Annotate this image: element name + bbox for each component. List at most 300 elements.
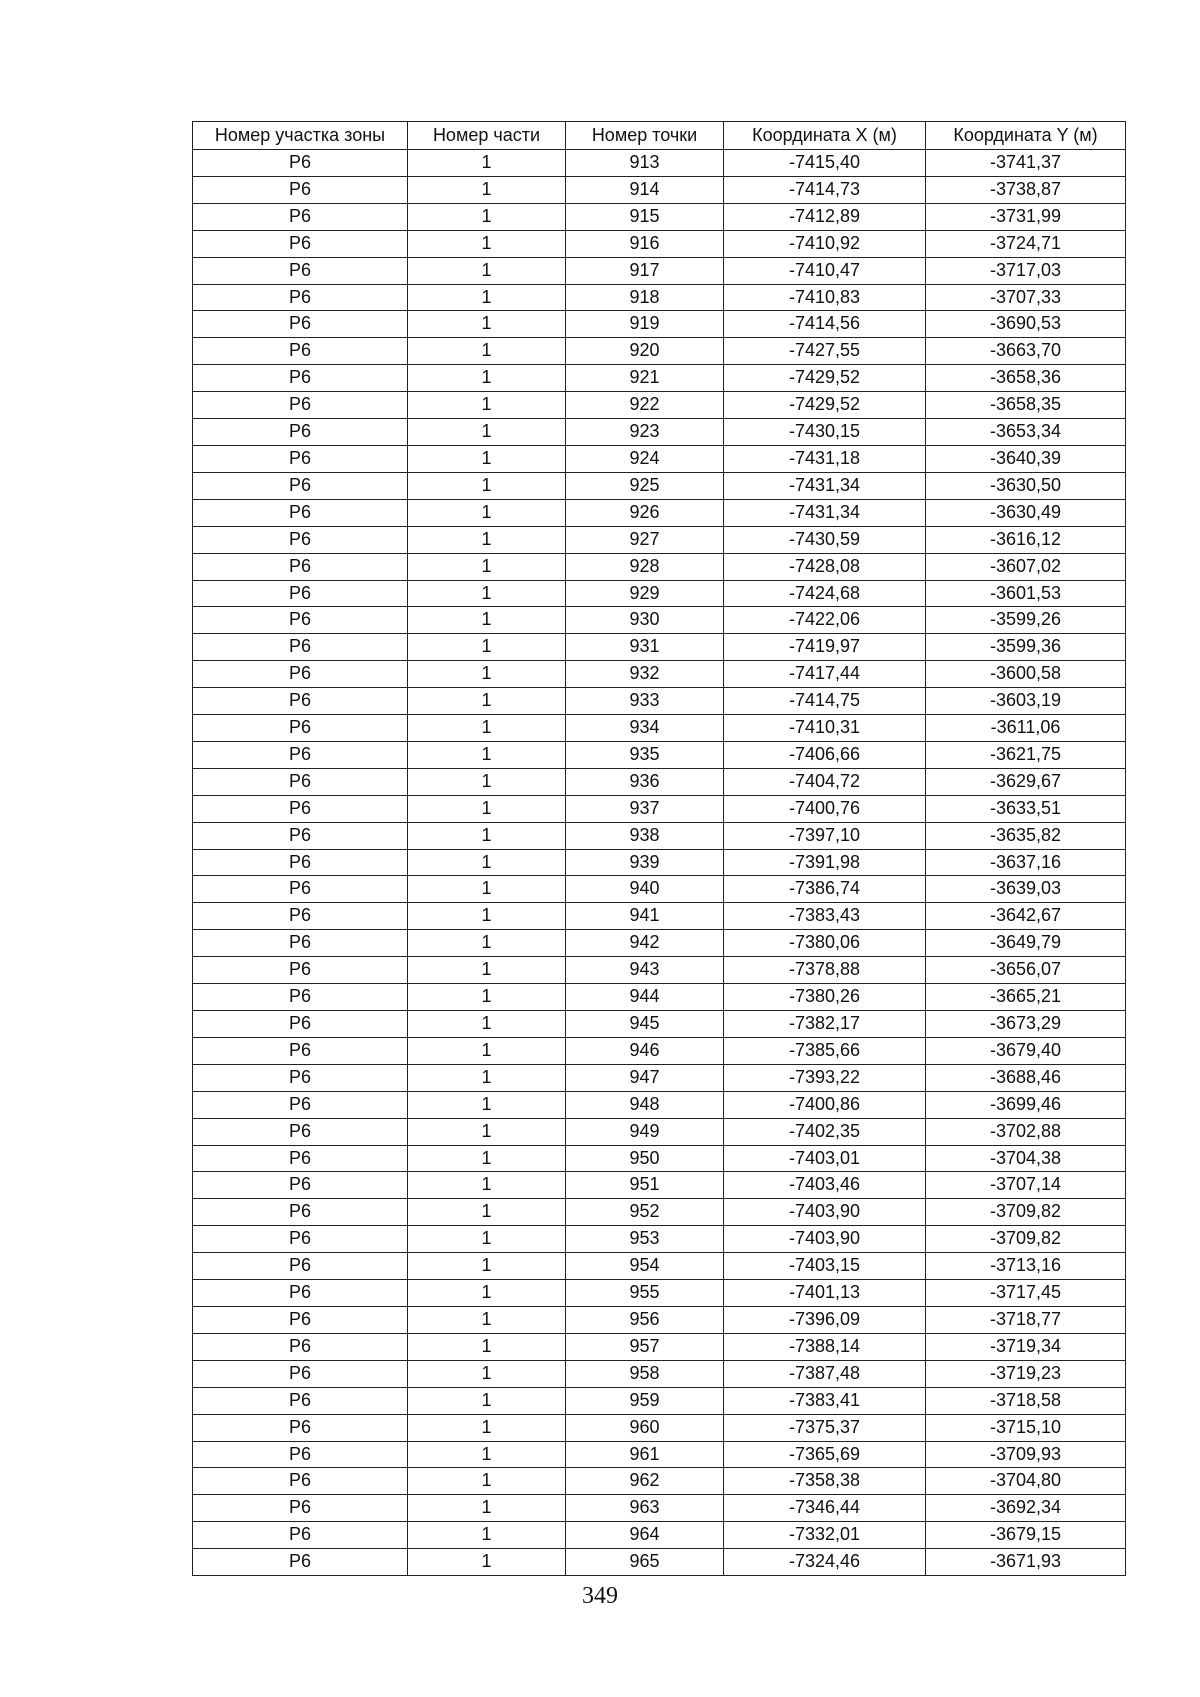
cell-point: 932 [566,661,724,688]
cell-x: -7378,88 [724,957,926,984]
cell-y: -3640,39 [926,445,1126,472]
table-row [193,176,1126,203]
cell-x: -7385,66 [724,1037,926,1064]
cell-x: -7430,59 [724,526,926,553]
cell-zone-plot: Р6 [193,1280,408,1307]
table-row [193,1414,1126,1441]
cell-x: -7412,89 [724,203,926,230]
cell-point: 918 [566,284,724,311]
header-coordinate-x: Координата X (м) [724,122,926,150]
table-row [193,715,1126,742]
cell-x: -7431,18 [724,445,926,472]
table-row [193,903,1126,930]
cell-x: -7431,34 [724,472,926,499]
cell-x: -7430,15 [724,419,926,446]
cell-zone-plot: Р6 [193,1145,408,1172]
cell-y: -3679,15 [926,1522,1126,1549]
cell-y: -3713,16 [926,1253,1126,1280]
cell-x: -7375,37 [724,1414,926,1441]
cell-zone-plot: Р6 [193,338,408,365]
cell-x: -7391,98 [724,849,926,876]
cell-point: 937 [566,795,724,822]
cell-part: 1 [408,607,566,634]
cell-y: -3715,10 [926,1414,1126,1441]
cell-zone-plot: Р6 [193,311,408,338]
cell-point: 938 [566,822,724,849]
cell-y: -3601,53 [926,580,1126,607]
table-row [193,1387,1126,1414]
cell-point: 924 [566,445,724,472]
cell-y: -3649,79 [926,930,1126,957]
table-row [193,1333,1126,1360]
cell-part: 1 [408,1387,566,1414]
cell-zone-plot: Р6 [193,1441,408,1468]
cell-part: 1 [408,1145,566,1172]
cell-y: -3707,33 [926,284,1126,311]
cell-y: -3671,93 [926,1549,1126,1576]
cell-part: 1 [408,634,566,661]
cell-point: 922 [566,392,724,419]
cell-zone-plot: Р6 [193,607,408,634]
cell-zone-plot: Р6 [193,1495,408,1522]
cell-y: -3717,45 [926,1280,1126,1307]
cell-x: -7358,38 [724,1468,926,1495]
cell-y: -3709,82 [926,1199,1126,1226]
cell-point: 930 [566,607,724,634]
cell-zone-plot: Р6 [193,1172,408,1199]
cell-zone-plot: Р6 [193,957,408,984]
cell-zone-plot: Р6 [193,768,408,795]
table-row [193,1091,1126,1118]
cell-zone-plot: Р6 [193,688,408,715]
cell-x: -7414,75 [724,688,926,715]
cell-part: 1 [408,365,566,392]
cell-x: -7415,40 [724,150,926,177]
cell-point: 959 [566,1387,724,1414]
table-row [193,795,1126,822]
cell-zone-plot: Р6 [193,499,408,526]
cell-x: -7386,74 [724,876,926,903]
cell-part: 1 [408,499,566,526]
table-row [193,311,1126,338]
cell-point: 936 [566,768,724,795]
cell-point: 921 [566,365,724,392]
cell-part: 1 [408,1226,566,1253]
table-row [193,526,1126,553]
cell-x: -7403,46 [724,1172,926,1199]
cell-y: -3665,21 [926,984,1126,1011]
cell-part: 1 [408,338,566,365]
cell-x: -7403,90 [724,1226,926,1253]
cell-x: -7406,66 [724,741,926,768]
cell-x: -7410,83 [724,284,926,311]
cell-point: 933 [566,688,724,715]
cell-x: -7403,90 [724,1199,926,1226]
cell-zone-plot: Р6 [193,553,408,580]
table-row [193,1280,1126,1307]
table-row [193,984,1126,1011]
table-row [193,284,1126,311]
cell-part: 1 [408,203,566,230]
cell-zone-plot: Р6 [193,526,408,553]
cell-x: -7402,35 [724,1118,926,1145]
cell-zone-plot: Р6 [193,930,408,957]
cell-y: -3611,06 [926,715,1126,742]
cell-x: -7431,34 [724,499,926,526]
cell-y: -3637,16 [926,849,1126,876]
cell-zone-plot: Р6 [193,1226,408,1253]
table-row [193,499,1126,526]
cell-part: 1 [408,553,566,580]
cell-zone-plot: Р6 [193,1037,408,1064]
cell-point: 944 [566,984,724,1011]
cell-zone-plot: Р6 [193,903,408,930]
cell-part: 1 [408,1064,566,1091]
cell-zone-plot: Р6 [193,1333,408,1360]
table-row [193,392,1126,419]
table-row [193,930,1126,957]
cell-y: -3679,40 [926,1037,1126,1064]
cell-part: 1 [408,741,566,768]
cell-x: -7397,10 [724,822,926,849]
cell-zone-plot: Р6 [193,472,408,499]
cell-zone-plot: Р6 [193,1522,408,1549]
cell-point: 965 [566,1549,724,1576]
cell-zone-plot: Р6 [193,1414,408,1441]
cell-x: -7427,55 [724,338,926,365]
table-row [193,445,1126,472]
table-row [193,1468,1126,1495]
cell-part: 1 [408,176,566,203]
cell-y: -3629,67 [926,768,1126,795]
cell-part: 1 [408,1360,566,1387]
cell-point: 942 [566,930,724,957]
cell-zone-plot: Р6 [193,741,408,768]
cell-y: -3741,37 [926,150,1126,177]
cell-point: 920 [566,338,724,365]
cell-point: 928 [566,553,724,580]
header-part-number: Номер части [408,122,566,150]
table-row [193,1306,1126,1333]
cell-part: 1 [408,795,566,822]
cell-part: 1 [408,1549,566,1576]
cell-zone-plot: Р6 [193,150,408,177]
cell-y: -3724,71 [926,230,1126,257]
cell-zone-plot: Р6 [193,1253,408,1280]
table-row [193,822,1126,849]
cell-point: 943 [566,957,724,984]
cell-zone-plot: Р6 [193,365,408,392]
table-row [193,553,1126,580]
cell-point: 962 [566,1468,724,1495]
table-row [193,1172,1126,1199]
table-row [193,257,1126,284]
cell-y: -3656,07 [926,957,1126,984]
cell-y: -3599,36 [926,634,1126,661]
cell-point: 940 [566,876,724,903]
cell-x: -7393,22 [724,1064,926,1091]
cell-point: 925 [566,472,724,499]
cell-part: 1 [408,1522,566,1549]
cell-x: -7429,52 [724,365,926,392]
table-row [193,419,1126,446]
table-row [193,365,1126,392]
table-row [193,661,1126,688]
cell-point: 929 [566,580,724,607]
cell-y: -3616,12 [926,526,1126,553]
cell-zone-plot: Р6 [193,1306,408,1333]
cell-part: 1 [408,392,566,419]
table-row [193,1495,1126,1522]
table-row [193,1226,1126,1253]
header-row [193,122,1126,150]
cell-point: 952 [566,1199,724,1226]
table-row [193,607,1126,634]
cell-y: -3692,34 [926,1495,1126,1522]
cell-part: 1 [408,1037,566,1064]
cell-x: -7387,48 [724,1360,926,1387]
cell-x: -7424,68 [724,580,926,607]
cell-x: -7383,43 [724,903,926,930]
cell-point: 955 [566,1280,724,1307]
cell-part: 1 [408,230,566,257]
cell-x: -7422,06 [724,607,926,634]
cell-zone-plot: Р6 [193,1118,408,1145]
cell-point: 917 [566,257,724,284]
cell-part: 1 [408,1495,566,1522]
table-row [193,849,1126,876]
header-point-number: Номер точки [566,122,724,150]
cell-zone-plot: Р6 [193,580,408,607]
cell-point: 946 [566,1037,724,1064]
table-row [193,634,1126,661]
cell-x: -7417,44 [724,661,926,688]
cell-point: 957 [566,1333,724,1360]
table-row [193,230,1126,257]
cell-y: -3663,70 [926,338,1126,365]
cell-x: -7414,56 [724,311,926,338]
cell-point: 960 [566,1414,724,1441]
cell-y: -3653,34 [926,419,1126,446]
cell-zone-plot: Р6 [193,795,408,822]
cell-zone-plot: Р6 [193,284,408,311]
cell-y: -3633,51 [926,795,1126,822]
cell-zone-plot: Р6 [193,1549,408,1576]
cell-x: -7324,46 [724,1549,926,1576]
cell-zone-plot: Р6 [193,203,408,230]
cell-part: 1 [408,311,566,338]
table-row [193,338,1126,365]
table-row [193,1118,1126,1145]
table-row [193,580,1126,607]
cell-x: -7388,14 [724,1333,926,1360]
cell-point: 954 [566,1253,724,1280]
header-zone-plot-number: Номер участка зоны [193,122,408,150]
cell-zone-plot: Р6 [193,1064,408,1091]
cell-part: 1 [408,1011,566,1038]
cell-part: 1 [408,984,566,1011]
cell-part: 1 [408,1441,566,1468]
cell-part: 1 [408,688,566,715]
cell-x: -7382,17 [724,1011,926,1038]
cell-point: 934 [566,715,724,742]
cell-y: -3658,36 [926,365,1126,392]
table-row [193,1199,1126,1226]
cell-point: 919 [566,311,724,338]
cell-point: 958 [566,1360,724,1387]
cell-part: 1 [408,661,566,688]
cell-x: -7400,76 [724,795,926,822]
cell-zone-plot: Р6 [193,1199,408,1226]
page-number: 349 [582,1583,618,1609]
cell-point: 915 [566,203,724,230]
cell-zone-plot: Р6 [193,1011,408,1038]
cell-point: 931 [566,634,724,661]
cell-x: -7383,41 [724,1387,926,1414]
cell-x: -7429,52 [724,392,926,419]
cell-part: 1 [408,849,566,876]
cell-y: -3699,46 [926,1091,1126,1118]
cell-zone-plot: Р6 [193,1091,408,1118]
table-body [193,150,1126,1576]
cell-point: 947 [566,1064,724,1091]
coordinates-table [192,121,1126,1576]
cell-part: 1 [408,1468,566,1495]
table-row [193,688,1126,715]
cell-part: 1 [408,1306,566,1333]
cell-zone-plot: Р6 [193,661,408,688]
cell-point: 956 [566,1306,724,1333]
cell-part: 1 [408,1118,566,1145]
cell-y: -3673,29 [926,1011,1126,1038]
cell-part: 1 [408,445,566,472]
table-row [193,1360,1126,1387]
cell-part: 1 [408,472,566,499]
cell-y: -3630,50 [926,472,1126,499]
cell-x: -7380,06 [724,930,926,957]
cell-zone-plot: Р6 [193,822,408,849]
cell-point: 916 [566,230,724,257]
cell-y: -3630,49 [926,499,1126,526]
cell-x: -7403,15 [724,1253,926,1280]
cell-point: 950 [566,1145,724,1172]
cell-x: -7380,26 [724,984,926,1011]
table-row [193,768,1126,795]
cell-point: 923 [566,419,724,446]
cell-y: -3719,34 [926,1333,1126,1360]
cell-x: -7428,08 [724,553,926,580]
cell-y: -3718,77 [926,1306,1126,1333]
table-row [193,1253,1126,1280]
cell-point: 939 [566,849,724,876]
cell-zone-plot: Р6 [193,419,408,446]
cell-y: -3599,26 [926,607,1126,634]
table-row [193,1522,1126,1549]
cell-zone-plot: Р6 [193,445,408,472]
cell-part: 1 [408,768,566,795]
cell-point: 951 [566,1172,724,1199]
cell-part: 1 [408,526,566,553]
cell-x: -7346,44 [724,1495,926,1522]
cell-part: 1 [408,257,566,284]
cell-x: -7404,72 [724,768,926,795]
cell-part: 1 [408,1280,566,1307]
cell-part: 1 [408,822,566,849]
table-row [193,1011,1126,1038]
table-row [193,203,1126,230]
cell-point: 914 [566,176,724,203]
cell-part: 1 [408,715,566,742]
cell-x: -7403,01 [724,1145,926,1172]
cell-y: -3635,82 [926,822,1126,849]
table-row [193,876,1126,903]
cell-zone-plot: Р6 [193,1468,408,1495]
cell-zone-plot: Р6 [193,1360,408,1387]
cell-x: -7365,69 [724,1441,926,1468]
cell-point: 926 [566,499,724,526]
cell-point: 935 [566,741,724,768]
cell-point: 913 [566,150,724,177]
cell-point: 948 [566,1091,724,1118]
cell-part: 1 [408,903,566,930]
cell-point: 949 [566,1118,724,1145]
cell-zone-plot: Р6 [193,715,408,742]
table-row [193,1441,1126,1468]
cell-x: -7410,92 [724,230,926,257]
cell-x: -7332,01 [724,1522,926,1549]
cell-y: -3600,58 [926,661,1126,688]
cell-zone-plot: Р6 [193,984,408,1011]
cell-part: 1 [408,1333,566,1360]
cell-y: -3709,82 [926,1226,1126,1253]
cell-part: 1 [408,1414,566,1441]
cell-y: -3639,03 [926,876,1126,903]
cell-point: 941 [566,903,724,930]
cell-zone-plot: Р6 [193,230,408,257]
cell-y: -3603,19 [926,688,1126,715]
cell-x: -7419,97 [724,634,926,661]
cell-part: 1 [408,876,566,903]
cell-y: -3731,99 [926,203,1126,230]
table-row [193,957,1126,984]
cell-zone-plot: Р6 [193,176,408,203]
cell-part: 1 [408,1199,566,1226]
cell-y: -3704,38 [926,1145,1126,1172]
table-row [193,1037,1126,1064]
cell-part: 1 [408,580,566,607]
cell-part: 1 [408,1253,566,1280]
cell-part: 1 [408,957,566,984]
cell-point: 961 [566,1441,724,1468]
cell-x: -7401,13 [724,1280,926,1307]
header-coordinate-y: Координата Y (м) [926,122,1126,150]
cell-x: -7400,86 [724,1091,926,1118]
cell-zone-plot: Р6 [193,849,408,876]
table-row [193,472,1126,499]
cell-part: 1 [408,930,566,957]
cell-y: -3709,93 [926,1441,1126,1468]
cell-y: -3719,23 [926,1360,1126,1387]
cell-point: 945 [566,1011,724,1038]
cell-point: 963 [566,1495,724,1522]
cell-y: -3621,75 [926,741,1126,768]
cell-y: -3690,53 [926,311,1126,338]
cell-part: 1 [408,1091,566,1118]
cell-part: 1 [408,419,566,446]
cell-y: -3688,46 [926,1064,1126,1091]
table-header [193,122,1126,150]
cell-x: -7414,73 [724,176,926,203]
